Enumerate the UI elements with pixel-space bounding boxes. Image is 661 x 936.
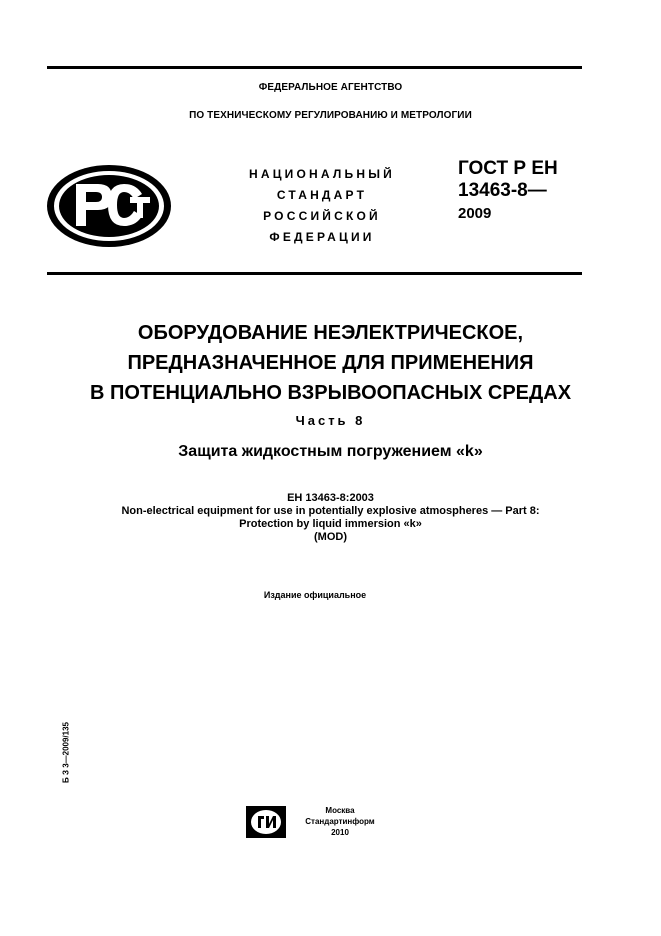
standard-year: 2009 xyxy=(458,205,492,222)
national-standard-label xyxy=(222,164,422,248)
en-title-line-1: Non-electrical equipment for use in potentially explosive atmospheres — Part 8: xyxy=(121,505,540,517)
middle-rule xyxy=(47,272,582,275)
title-line-1: ОБОРУДОВАНИЕ НЕЭЛЕКТРИЧЕСКОЕ, xyxy=(137,322,524,344)
standartinform-logo-icon xyxy=(246,806,286,838)
en-title-line-3: (MOD) xyxy=(314,531,347,543)
side-registration-code: Б З 3—2009/135 xyxy=(61,721,71,784)
title-line-2: ПРЕДНАЗНАЧЕННОЕ ДЛЯ ПРИМЕНЕНИЯ xyxy=(127,352,534,374)
agency-line-1: ФЕДЕРАЛЬНОЕ АГЕНТСТВО xyxy=(258,82,403,93)
top-rule xyxy=(47,66,582,69)
gost-r-emblem-icon xyxy=(46,164,172,248)
en-reference xyxy=(0,492,661,544)
national-line-3: РОССИЙСКОЙ xyxy=(263,209,381,223)
document-title xyxy=(0,318,661,408)
edition-label: Издание официальное xyxy=(263,590,367,600)
agency-line-2: ПО ТЕХНИЧЕСКОМУ РЕГУЛИРОВАНИЮ И МЕТРОЛОГИИ xyxy=(189,110,472,121)
en-title-line-2: Protection by liquid immersion «k» xyxy=(239,518,422,530)
national-line-1: НАЦИОНАЛЬНЫЙ xyxy=(248,167,396,181)
title-line-3: В ПОТЕНЦИАЛЬНО ВЗРЫВООПАСНЫХ СРЕДАХ xyxy=(89,382,572,404)
document-subtitle: Защита жидкостным погружением «k» xyxy=(178,443,483,460)
national-line-2: СТАНДАРТ xyxy=(276,188,368,202)
part-number: Часть 8 xyxy=(295,413,366,428)
publisher-year: 2010 xyxy=(331,828,349,837)
publisher-name: Стандартинформ xyxy=(305,817,375,826)
national-line-4: ФЕДЕРАЦИИ xyxy=(269,230,375,244)
publisher-info xyxy=(290,805,390,838)
standard-code xyxy=(458,158,558,202)
publisher-city: Москва xyxy=(325,806,355,815)
standard-code-line-1: ГОСТ Р ЕН xyxy=(458,158,558,179)
en-code: ЕН 13463-8:2003 xyxy=(287,492,374,504)
standard-code-line-2: 13463-8— xyxy=(458,180,547,201)
